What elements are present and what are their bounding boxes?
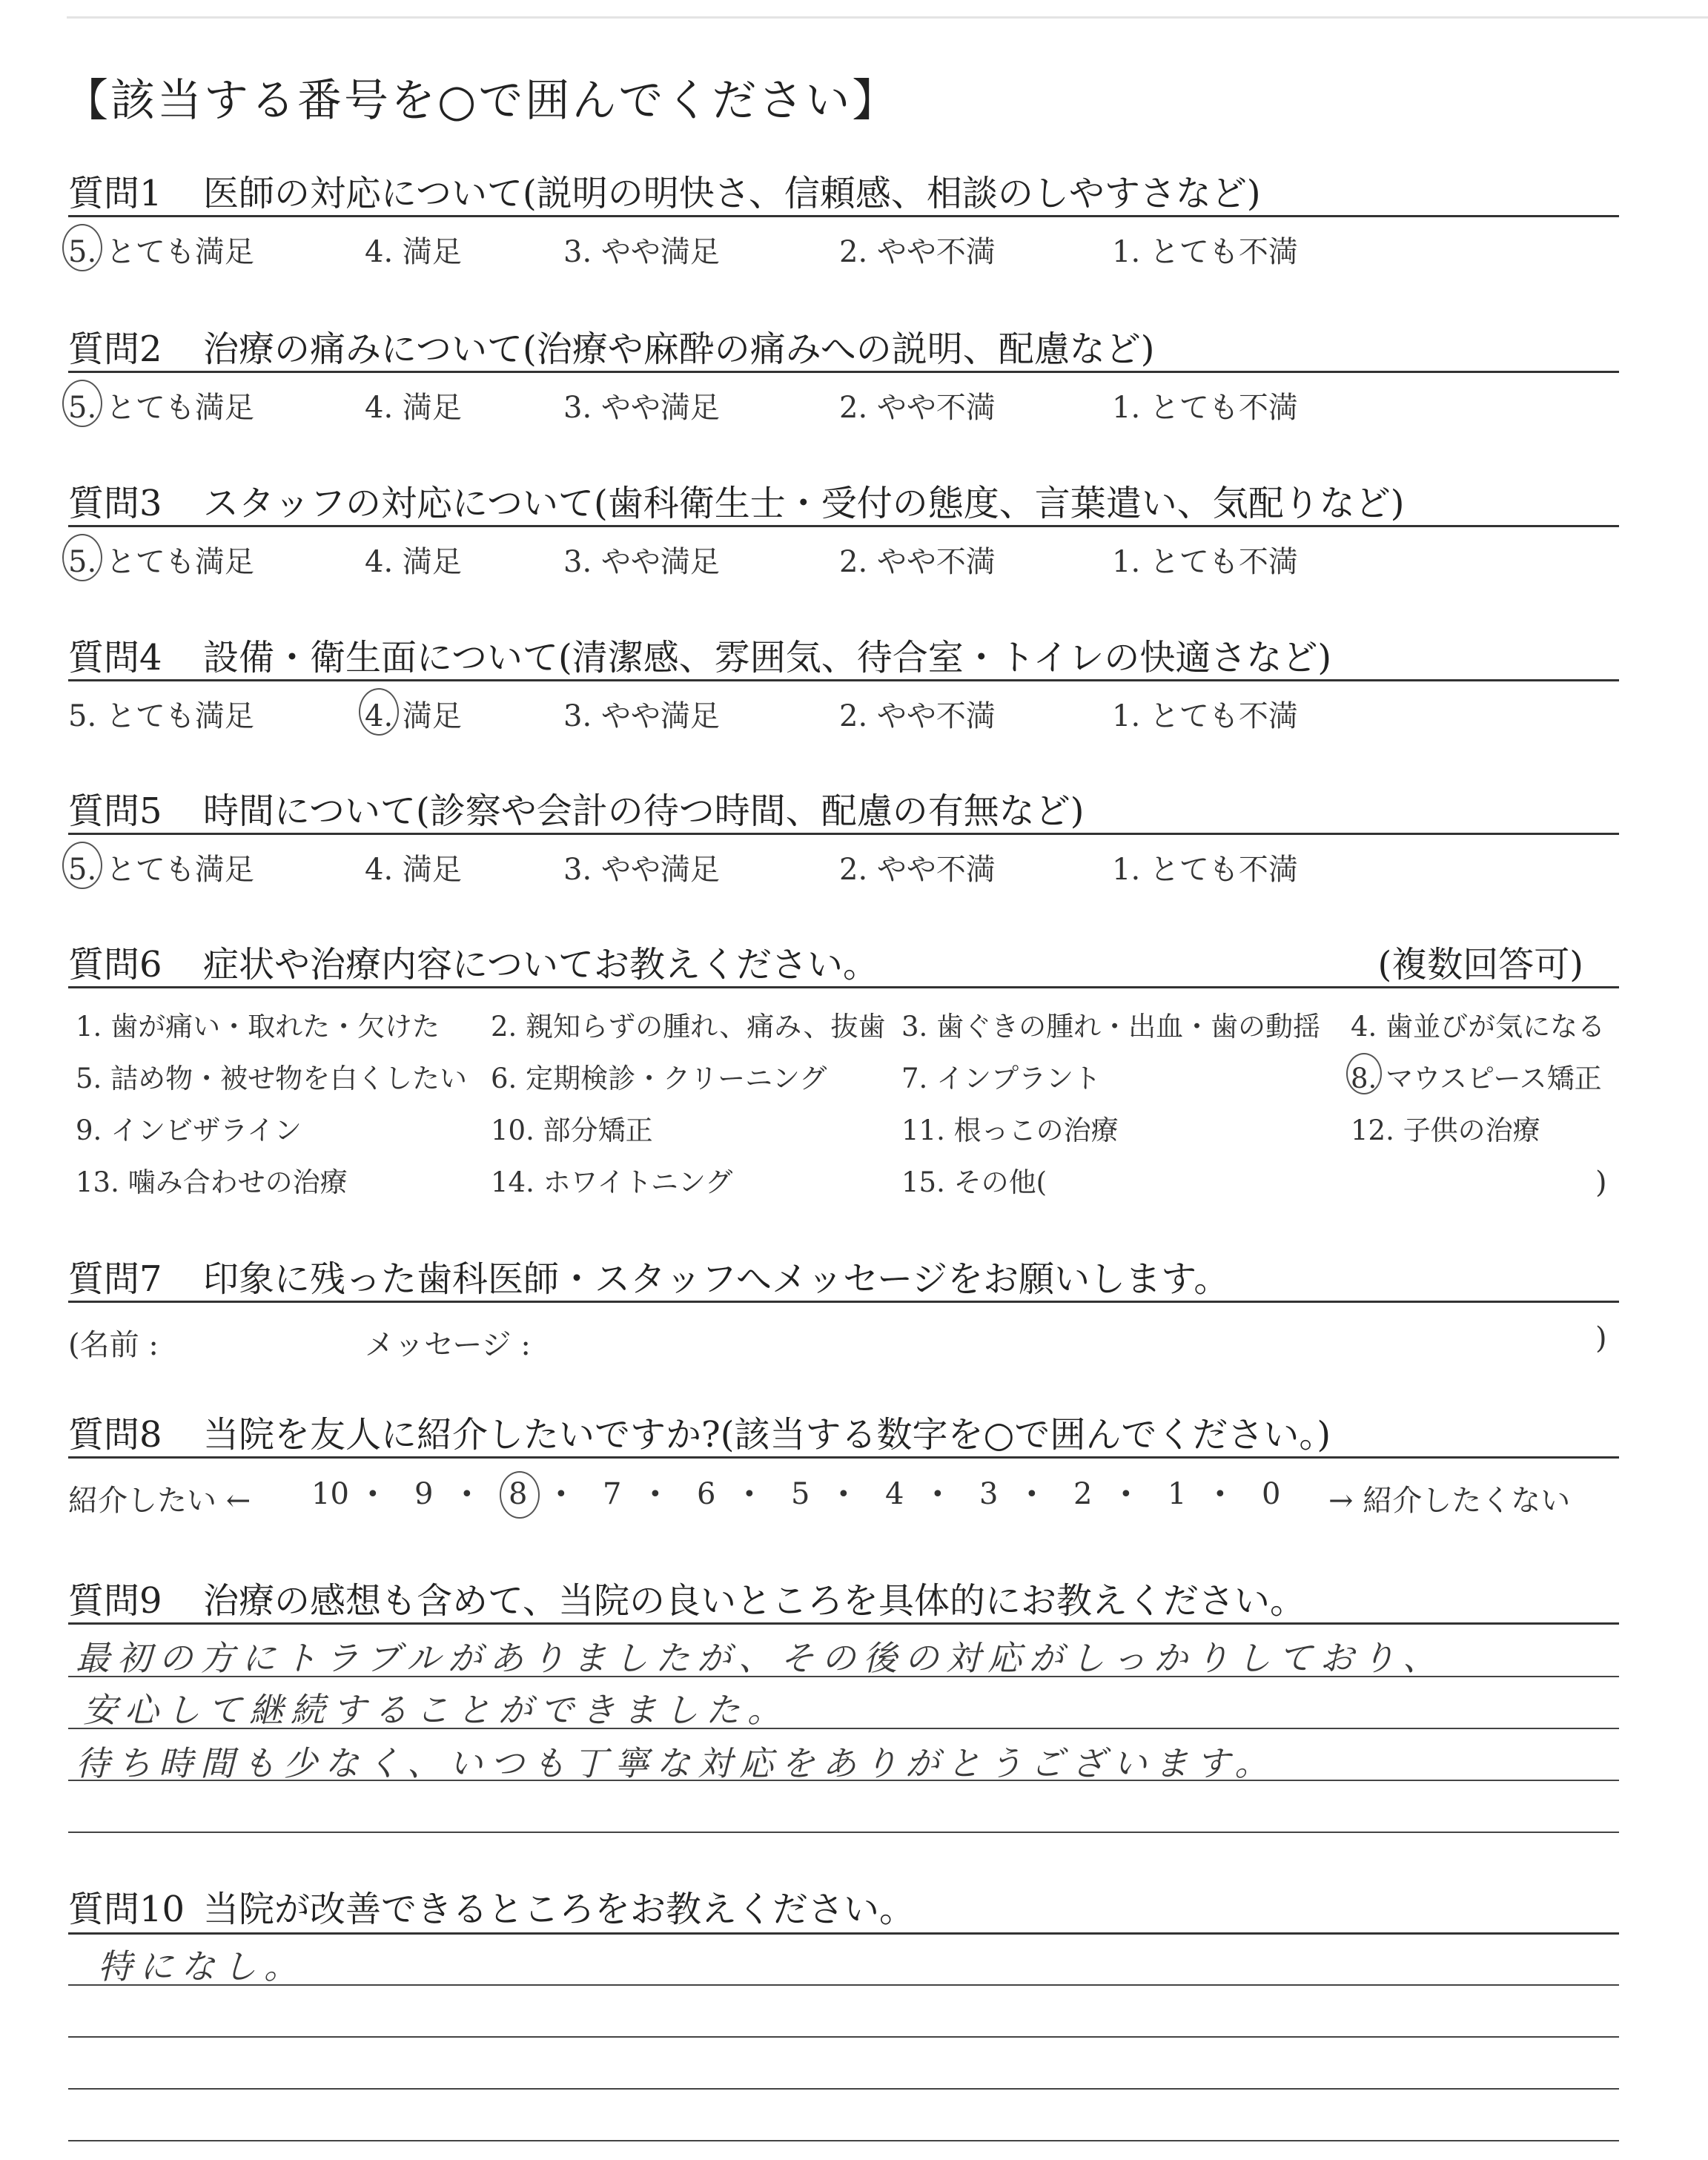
rating-option[interactable]: 3. やや満足 <box>563 853 720 887</box>
question-rule <box>68 215 1619 217</box>
question-text: 治療の感想も含めて、当院の良いところを具体的にお教えください。 <box>203 1580 1306 1622</box>
rating-option[interactable]: 1. とても不満 <box>1112 391 1298 425</box>
treatment-option[interactable]: 5. 詰め物・被せ物を白くしたい <box>76 1063 468 1094</box>
scale-value[interactable]: 4 <box>885 1477 904 1511</box>
scale-value[interactable]: 2 <box>1073 1477 1093 1511</box>
question-rule <box>68 1301 1619 1303</box>
page-title: 【該当する番号を○で囲んでください】 <box>64 75 899 127</box>
scale-separator: • <box>931 1482 944 1507</box>
question-text: 当院が改善できるところをお教えください。 <box>203 1889 916 1930</box>
question-rule <box>68 1932 1619 1935</box>
question-number: 質問5 <box>68 790 162 832</box>
rating-option[interactable]: 5. とても満足 <box>68 853 254 887</box>
rating-option[interactable]: 3. やや満足 <box>563 699 720 733</box>
question-number: 質問3 <box>68 483 162 524</box>
rating-option[interactable]: 4. 満足 <box>365 699 462 733</box>
question-text: 設備・衛生面について(清潔感、雰囲気、待合室・トイレの快適さなど) <box>203 637 1332 678</box>
question-number: 質問8 <box>68 1414 162 1456</box>
rating-option[interactable]: 1. とても不満 <box>1112 235 1298 269</box>
rating-option[interactable]: 5. とても満足 <box>68 699 254 733</box>
selection-circle <box>62 534 102 581</box>
treatment-option[interactable]: 3. 歯ぐきの腫れ・出血・歯の動揺 <box>901 1011 1321 1043</box>
question-text: 時間について(診察や会計の待つ時間、配慮の有無など) <box>203 790 1085 832</box>
treatment-option[interactable]: 9. インビザライン <box>76 1114 302 1146</box>
rating-option[interactable]: 5. とても満足 <box>68 545 254 579</box>
rating-option[interactable]: 2. やや不満 <box>839 545 996 579</box>
scale-value[interactable]: 10 <box>311 1477 349 1511</box>
scale-value[interactable]: 1 <box>1168 1477 1187 1511</box>
question-rule <box>68 679 1619 681</box>
treatment-option[interactable]: 8. マウスピース矯正 <box>1351 1063 1602 1094</box>
handwritten-answer-line: 安心して継続することができました。 <box>83 1690 789 1730</box>
name-label: (名前 : <box>68 1328 159 1362</box>
scale-separator: • <box>1214 1482 1227 1507</box>
rating-option[interactable]: 1. とても不満 <box>1112 545 1298 579</box>
answer-line <box>68 2140 1619 2141</box>
answer-line <box>68 2036 1619 2038</box>
treatment-option[interactable]: 2. 親知らずの腫れ、痛み、抜歯 <box>491 1011 886 1043</box>
rating-option[interactable]: 1. とても不満 <box>1112 853 1298 887</box>
question-rule <box>68 525 1619 527</box>
question-text: 医師の対応について(説明の明快さ、信頼感、相談のしやすさなど) <box>203 173 1261 214</box>
question-rule <box>68 371 1619 373</box>
scan-edge-line <box>67 16 1708 19</box>
treatment-option[interactable]: 4. 歯並びが気になる <box>1351 1011 1606 1043</box>
answer-line <box>68 1832 1619 1833</box>
scale-separator: • <box>1025 1482 1039 1507</box>
treatment-option[interactable]: 15. その他( <box>901 1166 1047 1198</box>
multiple-answers-note: (複数回答可) <box>1377 944 1583 985</box>
scale-separator: • <box>1119 1482 1133 1507</box>
handwritten-answer-line: 特になし。 <box>98 1946 305 1986</box>
scale-value[interactable]: 8 <box>509 1477 528 1511</box>
question-number: 質問2 <box>68 328 162 370</box>
rating-option[interactable]: 4. 満足 <box>365 391 462 425</box>
treatment-option[interactable]: 6. 定期検診・クリーニング <box>491 1063 827 1094</box>
answer-line <box>68 2088 1619 2090</box>
question-text: スタッフの対応について(歯科衛生士・受付の態度、言葉遣い、気配りなど) <box>203 483 1405 524</box>
rating-option[interactable]: 4. 満足 <box>365 235 462 269</box>
question-number: 質問6 <box>68 944 162 985</box>
rating-option[interactable]: 4. 満足 <box>365 853 462 887</box>
message-label: メッセージ : <box>365 1328 531 1362</box>
treatment-option[interactable]: 13. 噛み合わせの治療 <box>76 1166 348 1198</box>
selection-circle <box>1346 1053 1382 1094</box>
question-text: 症状や治療内容についてお教えください。 <box>203 944 879 985</box>
question-number: 質問4 <box>68 637 162 678</box>
selection-circle <box>500 1471 540 1519</box>
rating-option[interactable]: 2. やや不満 <box>839 391 996 425</box>
referral-scale <box>68 1477 1619 1522</box>
scale-right-label: → 紹介したくない <box>1328 1484 1571 1518</box>
selection-circle <box>359 688 399 736</box>
scale-separator: • <box>366 1482 380 1507</box>
scale-value[interactable]: 9 <box>414 1477 434 1511</box>
selection-circle <box>62 380 102 427</box>
treatment-option[interactable]: 14. ホワイトニング <box>491 1166 733 1198</box>
scale-value[interactable]: 3 <box>979 1477 999 1511</box>
rating-option[interactable]: 1. とても不満 <box>1112 699 1298 733</box>
scale-separator: • <box>460 1482 474 1507</box>
rating-option[interactable]: 2. やや不満 <box>839 853 996 887</box>
question-rule <box>68 1622 1619 1625</box>
rating-option[interactable]: 2. やや不満 <box>839 699 996 733</box>
question-number: 質問1 <box>68 173 162 214</box>
scale-value[interactable]: 0 <box>1262 1477 1281 1511</box>
question-number: 質問7 <box>68 1258 162 1300</box>
scale-value[interactable]: 7 <box>603 1477 622 1511</box>
question-text: 印象に残った歯科医師・スタッフへメッセージをお願いします。 <box>203 1258 1230 1300</box>
question-rule <box>68 833 1619 835</box>
rating-option[interactable]: 5. とても満足 <box>68 235 254 269</box>
rating-option[interactable]: 4. 満足 <box>365 545 462 579</box>
message-close-paren: ) <box>1595 1321 1607 1355</box>
handwritten-answer-line: 最初の方にトラブルがありましたが、その後の対応がしっかりしており、 <box>76 1638 1445 1678</box>
rating-option[interactable]: 5. とても満足 <box>68 391 254 425</box>
question-text: 治療の痛みについて(治療や麻酔の痛みへの説明、配慮など) <box>203 328 1155 370</box>
scale-separator: • <box>743 1482 756 1507</box>
rating-option[interactable]: 2. やや不満 <box>839 235 996 269</box>
treatment-option[interactable]: 7. インプラント <box>901 1063 1102 1094</box>
scale-value[interactable]: 6 <box>697 1477 716 1511</box>
question-rule <box>68 1456 1619 1459</box>
treatment-option[interactable]: 11. 根っこの治療 <box>901 1114 1119 1146</box>
scale-separator: • <box>649 1482 662 1507</box>
question-text: 当院を友人に紹介したいですか?(該当する数字を○で囲んでください。) <box>203 1414 1331 1456</box>
treatment-option[interactable]: 1. 歯が痛い・取れた・欠けた <box>76 1011 440 1043</box>
other-close-paren: ) <box>1595 1166 1607 1200</box>
scale-left-label: 紹介したい ← <box>68 1484 251 1518</box>
treatment-option[interactable]: 10. 部分矯正 <box>491 1114 653 1146</box>
handwritten-answer-line: 待ち時間も少なく、いつも丁寧な対応をありがとうございます。 <box>76 1743 1277 1783</box>
question-rule <box>68 986 1619 988</box>
scale-separator: • <box>837 1482 850 1507</box>
selection-circle <box>62 842 102 889</box>
scale-value[interactable]: 5 <box>791 1477 810 1511</box>
selection-circle <box>62 224 102 271</box>
treatment-option[interactable]: 12. 子供の治療 <box>1351 1114 1540 1146</box>
rating-option[interactable]: 3. やや満足 <box>563 545 720 579</box>
rating-option[interactable]: 3. やや満足 <box>563 235 720 269</box>
rating-option[interactable]: 3. やや満足 <box>563 391 720 425</box>
question-number: 質問10 <box>68 1889 185 1930</box>
scale-separator: • <box>555 1482 568 1507</box>
question-number: 質問9 <box>68 1580 162 1622</box>
